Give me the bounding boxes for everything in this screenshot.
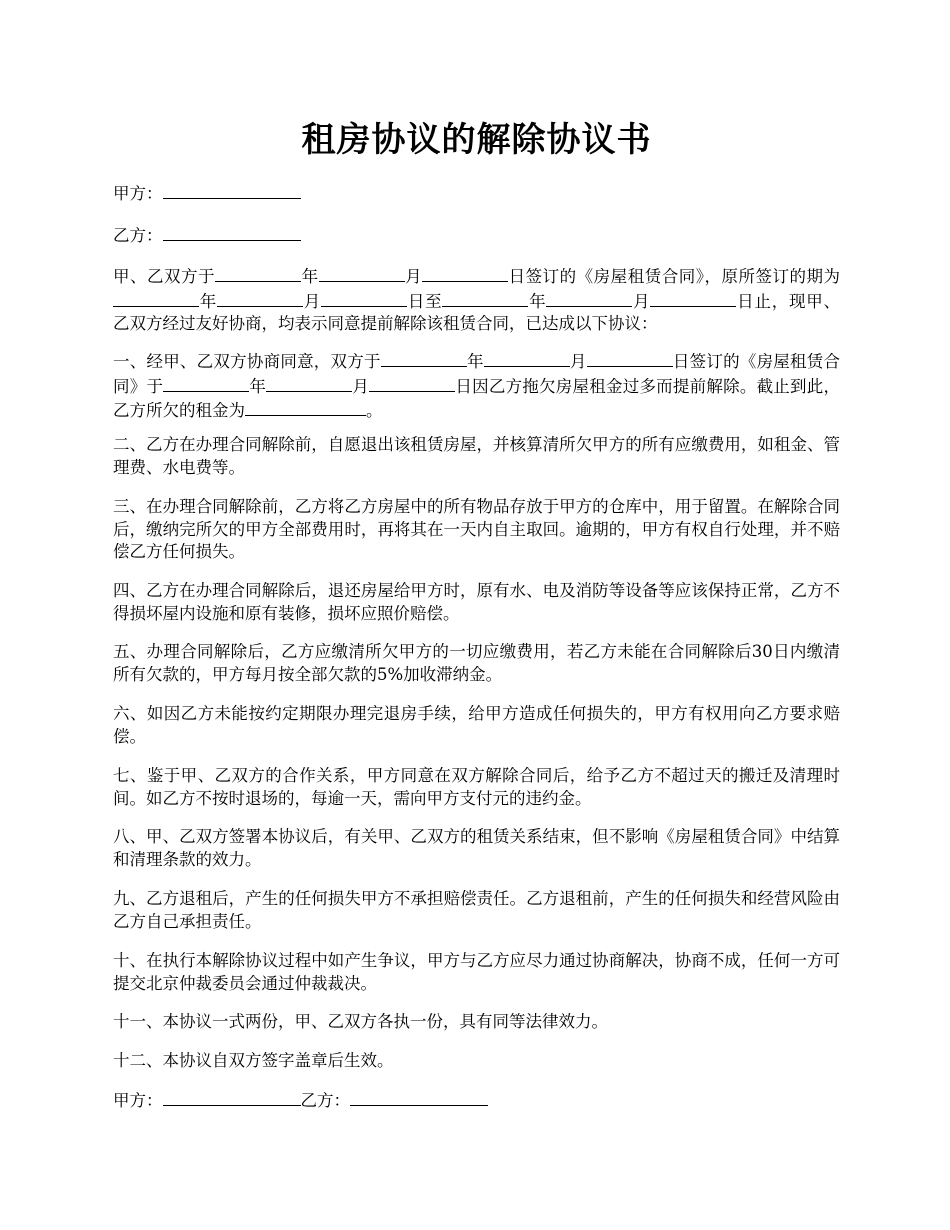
clause-4: 四、乙方在办理合同解除后，退还房屋给甲方时，原有水、电及消防等设备等应该保持正常，乙方不得损坏屋内设施和原有装修，损坏应照价赔偿。 [113, 581, 840, 623]
signed-month-blank[interactable] [319, 264, 405, 282]
terminate-day-blank[interactable] [369, 374, 455, 392]
party-b-line [113, 223, 301, 248]
end-day-blank[interactable] [650, 289, 736, 307]
party-a-label: 甲方： [113, 184, 163, 203]
clause-8: 八、甲、乙双方签署本协议后，有关甲、乙双方的租赁关系结束，但不影响《房屋租赁合同》中结算和清理条款的效力。 [113, 827, 840, 869]
document-title: 租房协议的解除协议书 [301, 120, 652, 160]
terminate-month-blank[interactable] [266, 374, 352, 392]
party-b-blank[interactable] [163, 223, 301, 241]
party-b-label: 乙方： [113, 226, 163, 245]
end-year-blank[interactable] [442, 289, 528, 307]
signed-year-blank[interactable] [215, 264, 301, 282]
month-label: 月 [352, 376, 370, 396]
start-year-blank[interactable] [113, 289, 199, 307]
intro-text-4: 日止，现甲、乙双方经过友好协商，均表示同意提前解除该租赁合同，已达成以下协议： [113, 291, 841, 333]
intro-text-2: 日签订的《房屋租赁合同》，原所签订的期为 [508, 267, 841, 286]
clause-11: 十一、本协议一式两份，甲、乙双方各执一份，具有同等法律效力。 [113, 1012, 608, 1031]
year-label: 年 [301, 267, 319, 286]
year-label: 年 [528, 291, 547, 311]
intro-text-3: 日至 [407, 291, 443, 311]
end-month-blank[interactable] [546, 289, 632, 307]
clause-1-text-1: 一、经甲、乙双方协商同意，双方于 [113, 352, 381, 371]
sign-party-a-label: 甲方： [113, 1091, 163, 1110]
clause-3: 三、在办理合同解除前，乙方将乙方房屋中的所有物品存放于甲方的仓库中，用于留置。在解除合同后，缴纳完所欠的甲方全部费用时，再将其在一天内自主取回。逾期的，甲方有权自行处理，并不赔偿乙方任何损失。 [113, 497, 840, 561]
terminate-year-blank[interactable] [163, 374, 249, 392]
year-label: 年 [249, 376, 267, 396]
clause-1 [113, 349, 840, 423]
year-label: 年 [199, 291, 218, 311]
intro-paragraph [113, 264, 840, 336]
clause-10: 十、在执行本解除协议过程中如产生争议，甲方与乙方应尽力通过协商解决，协商不成，任何一方可提交北京仲裁委员会通过仲裁裁决。 [113, 951, 840, 993]
year-label: 年 [466, 352, 484, 371]
signed-day-blank[interactable] [422, 264, 508, 282]
clause-2: 二、乙方在办理合同解除前，自愿退出该租赁房屋，并核算清所欠甲方的所有应缴费用，如租金、管理费、水电费等。 [113, 435, 840, 477]
month-label: 月 [569, 352, 587, 371]
signature-line [113, 1088, 488, 1113]
month-label: 月 [303, 291, 322, 311]
clause-7: 七、鉴于甲、乙双方的合作关系，甲方同意在双方解除合同后，给予乙方不超过天的搬迁及清理时间。如乙方不按时退场的，每逾一天，需向甲方支付元的违约金。 [113, 766, 840, 808]
clause-1-text-3: 日因乙方拖欠房屋租金过多而提前解除。截止到此，乙方所欠的租金为 [113, 376, 841, 420]
sign-party-b-label: 乙方： [300, 1091, 350, 1110]
agreed-year-blank[interactable] [381, 349, 467, 367]
agreed-day-blank[interactable] [587, 349, 673, 367]
clause-12: 十二、本协议自双方签字盖章后生效。 [113, 1051, 394, 1070]
owed-rent-blank[interactable] [245, 398, 366, 416]
start-month-blank[interactable] [217, 289, 303, 307]
party-a-blank[interactable] [163, 181, 301, 199]
intro-text-1: 甲、乙双方于 [113, 267, 216, 286]
agreed-month-blank[interactable] [484, 349, 570, 367]
sign-party-a-blank[interactable] [163, 1088, 301, 1106]
clause-6: 六、如因乙方未能按约定期限办理完退房手续，给甲方造成任何损失的，甲方有权用向乙方要求赔偿。 [113, 704, 840, 746]
clause-5: 五、办理合同解除后，乙方应缴清所欠甲方的一切应缴费用，若乙方未能在合同解除后30日内缴清所有欠款的，甲方每月按全部欠款的5%加收滞纳金。 [113, 642, 840, 684]
clause-1-text-2: 日签订的《房屋租赁合同》于 [113, 352, 841, 396]
month-label: 月 [632, 291, 651, 311]
start-day-blank[interactable] [321, 289, 407, 307]
party-a-line [113, 181, 301, 206]
clause-9: 九、乙方退租后，产生的任何损失甲方不承担赔偿责任。乙方退租前，产生的任何损失和经营风险由乙方自己承担责任。 [113, 889, 840, 931]
sign-party-b-blank[interactable] [350, 1088, 488, 1106]
clause-1-text-4: 。 [366, 401, 383, 420]
month-label: 月 [404, 267, 423, 286]
